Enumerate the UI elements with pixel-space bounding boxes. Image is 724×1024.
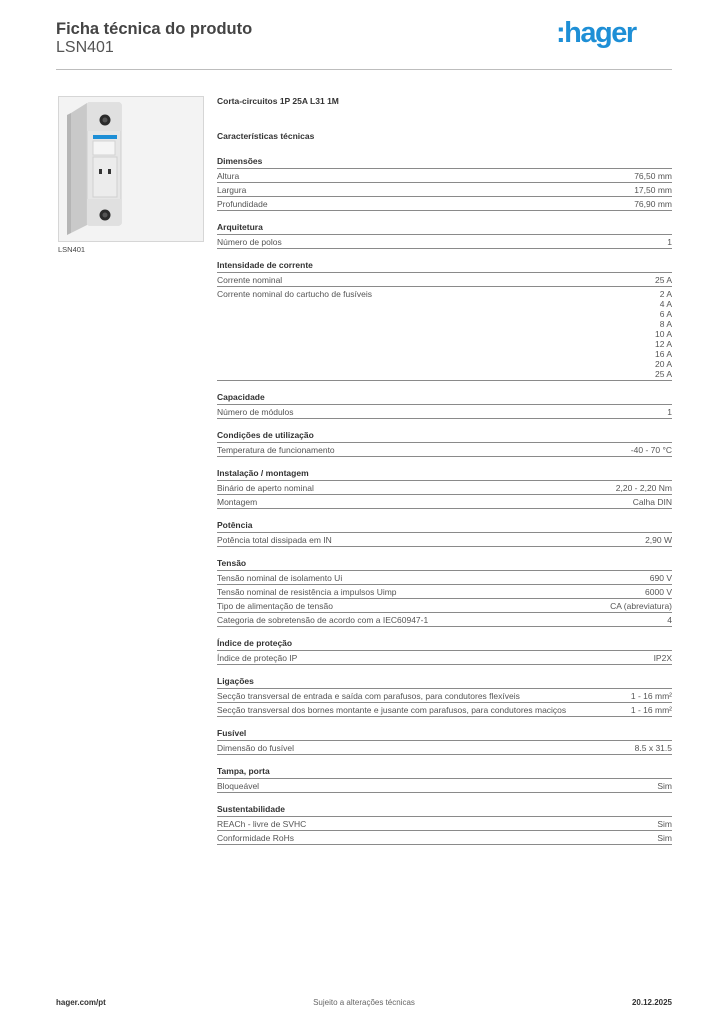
spec-section — [217, 222, 672, 249]
section-title: Sustentabilidade — [217, 804, 672, 817]
spec-label: Montagem — [217, 497, 258, 507]
product-photo — [58, 96, 204, 242]
spec-value: 1 — [667, 407, 672, 417]
spec-label: Profundidade — [217, 199, 268, 209]
spec-row — [217, 533, 672, 547]
spec-label: Corrente nominal — [217, 275, 283, 285]
section-title: Tensão — [217, 558, 672, 571]
spec-label: Índice de proteção IP — [217, 653, 298, 663]
spec-row — [217, 689, 672, 703]
spec-label: Temperatura de funcionamento — [217, 445, 335, 455]
spec-row — [217, 287, 672, 381]
spec-row — [217, 831, 672, 845]
spec-section — [217, 558, 672, 627]
section-title: Dimensões — [217, 156, 672, 169]
spec-value: Calha DIN — [632, 497, 672, 507]
spec-content — [217, 96, 672, 856]
spec-row — [217, 741, 672, 755]
spec-row — [217, 481, 672, 495]
spec-value: 2,20 - 2,20 Nm — [615, 483, 672, 493]
spec-value: 6000 V — [645, 587, 672, 597]
spec-row — [217, 613, 672, 627]
spec-label: Potência total dissipada em IN — [217, 535, 332, 545]
spec-row — [217, 183, 672, 197]
spec-label: Largura — [217, 185, 247, 195]
spec-value-item: 10 A — [654, 329, 672, 339]
hager-logo — [556, 16, 656, 50]
spec-row — [217, 495, 672, 509]
footer-notice: Sujeito a alterações técnicas — [313, 998, 415, 1007]
section-title: Índice de proteção — [217, 638, 672, 651]
spec-label: Dimensão do fusível — [217, 743, 295, 753]
spec-label: Binário de aperto nominal — [217, 483, 314, 493]
spec-row — [217, 443, 672, 457]
spec-label: Tensão nominal de resistência a impulsos Uimp — [217, 587, 397, 597]
spec-label: Bloqueável — [217, 781, 260, 791]
spec-section — [217, 520, 672, 547]
spec-section — [217, 392, 672, 419]
page-header — [56, 17, 672, 70]
spec-value: 690 V — [649, 573, 672, 583]
spec-value-item: 2 A — [659, 289, 672, 299]
spec-value: 17,50 mm — [634, 185, 672, 195]
spec-section — [217, 468, 672, 509]
spec-section — [217, 430, 672, 457]
spec-label: Tipo de alimentação de tensão — [217, 601, 333, 611]
spec-label: Conformidade RoHs — [217, 833, 295, 843]
spec-value: 2,90 W — [645, 535, 672, 545]
spec-label: Tensão nominal de isolamento Ui — [217, 573, 343, 583]
spec-label: Secção transversal dos bornes montante e jusante com parafusos, para condutores maciços — [217, 705, 567, 715]
spec-row — [217, 235, 672, 249]
section-title: Condições de utilização — [217, 430, 672, 443]
footer-website: hager.com/pt — [56, 998, 106, 1007]
section-title: Ligações — [217, 676, 672, 689]
spec-section — [217, 728, 672, 755]
spec-row — [217, 585, 672, 599]
spec-row — [217, 651, 672, 665]
spec-label: Altura — [217, 171, 240, 181]
spec-value: CA (abreviatura) — [610, 601, 672, 611]
spec-sections — [217, 156, 672, 845]
spec-section — [217, 676, 672, 717]
product-code: LSN401 — [56, 39, 114, 56]
spec-value: 25 A — [654, 275, 672, 285]
svg-text::hager: :hager — [556, 17, 636, 49]
spec-row — [217, 571, 672, 585]
section-title: Tampa, porta — [217, 766, 672, 779]
photo-caption: LSN401 — [58, 245, 86, 254]
spec-value-item: 16 A — [654, 349, 672, 359]
spec-label: REACh - livre de SVHC — [217, 819, 307, 829]
spec-section — [217, 804, 672, 845]
spec-value-item: 12 A — [654, 339, 672, 349]
section-title: Fusível — [217, 728, 672, 741]
spec-value — [655, 289, 672, 379]
spec-value: Sim — [657, 833, 672, 843]
section-title: Capacidade — [217, 392, 672, 405]
spec-section — [217, 766, 672, 793]
spec-row — [217, 779, 672, 793]
spec-value-item: 6 A — [659, 309, 672, 319]
spec-label: Número de módulos — [217, 407, 294, 417]
technical-characteristics-title: Características técnicas — [217, 131, 315, 141]
header-divider — [56, 69, 672, 70]
spec-section — [217, 260, 672, 381]
spec-row — [217, 169, 672, 183]
spec-row — [217, 405, 672, 419]
spec-label: Corrente nominal do cartucho de fusíveis — [217, 289, 372, 299]
spec-value: Sim — [657, 819, 672, 829]
spec-row — [217, 273, 672, 287]
section-title: Arquitetura — [217, 222, 672, 235]
spec-section — [217, 156, 672, 211]
spec-value: 8.5 x 31.5 — [634, 743, 672, 753]
spec-row — [217, 197, 672, 211]
section-title: Instalação / montagem — [217, 468, 672, 481]
spec-value: IP2X — [653, 653, 672, 663]
spec-row — [217, 599, 672, 613]
spec-value: 1 - 16 mm² — [630, 691, 672, 701]
spec-value-item: 25 A — [654, 369, 672, 379]
document-title: Ficha técnica do produto — [56, 20, 253, 38]
spec-label: Número de polos — [217, 237, 282, 247]
spec-value: 76,90 mm — [634, 199, 672, 209]
spec-row — [217, 703, 672, 717]
spec-label: Categoria de sobretensão de acordo com a IEC60947-1 — [217, 615, 429, 625]
spec-value-item: 8 A — [659, 319, 672, 329]
spec-value-item: 20 A — [654, 359, 672, 369]
spec-value: Sim — [657, 781, 672, 791]
spec-section — [217, 638, 672, 665]
spec-value: 76,50 mm — [634, 171, 672, 181]
spec-value: 1 - 16 mm² — [630, 705, 672, 715]
spec-label: Secção transversal de entrada e saída com parafusos, para condutores flexíveis — [217, 691, 520, 701]
spec-value: -40 - 70 °C — [630, 445, 672, 455]
section-title: Intensidade de corrente — [217, 260, 672, 273]
spec-value: 1 — [667, 237, 672, 247]
spec-value-item: 4 A — [659, 299, 672, 309]
spec-row — [217, 817, 672, 831]
section-title: Potência — [217, 520, 672, 533]
footer-date: 20.12.2025 — [631, 998, 672, 1007]
spec-value: 4 — [667, 615, 672, 625]
product-name: Corta-circuitos 1P 25A L31 1M — [217, 96, 339, 106]
